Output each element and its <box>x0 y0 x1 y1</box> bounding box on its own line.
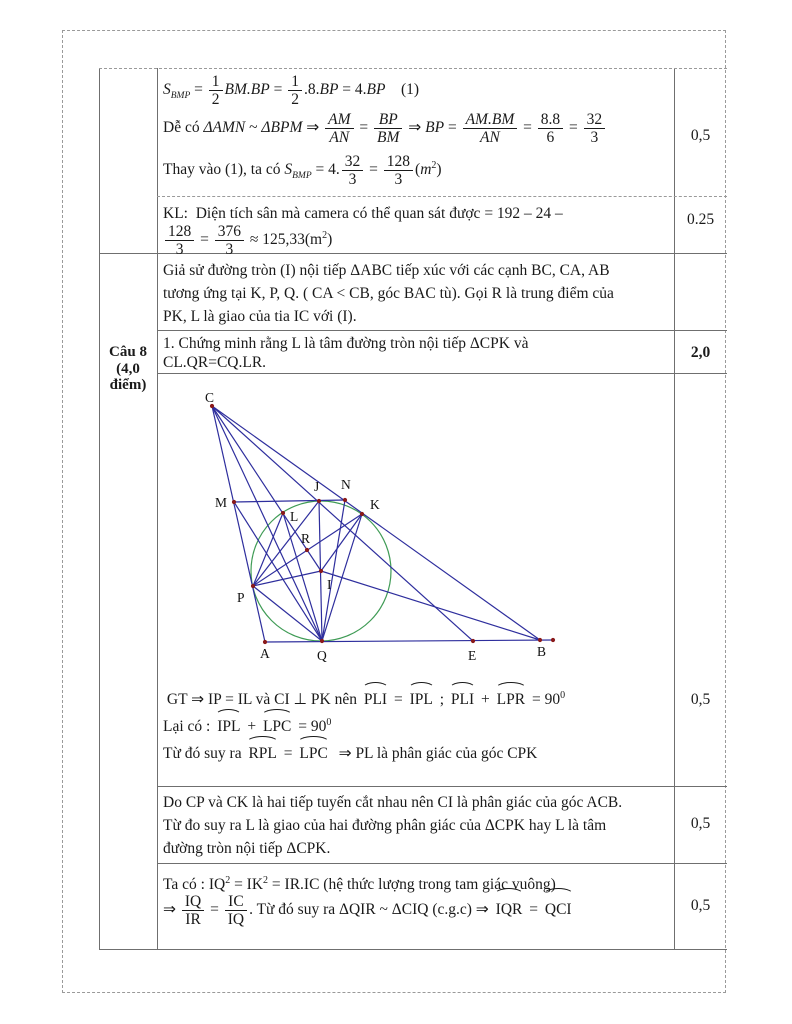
point-M <box>232 500 236 504</box>
segment-C-Q <box>212 406 322 641</box>
row-divider-5 <box>157 786 727 787</box>
score-value: 0,5 <box>690 815 711 832</box>
row-divider-1 <box>157 196 727 197</box>
solution-line: Từ đo suy ra L là giao của hai đường phân giác của ΔCPK hay L là tâm <box>163 817 607 834</box>
point-label-P: P <box>237 590 245 605</box>
point-I <box>319 569 323 573</box>
row-divider-4 <box>157 373 727 374</box>
solution-line: $S_{BMP}$ = $\frac{1}{2}$ BM.BP = $\frac{1}{2}$ .8.BP = 4.BP (1) <box>163 72 420 108</box>
solution-line: KL: Diện tích sân mà camera có thể quan sát được = 192 – 24 – <box>163 205 563 222</box>
solution-line: $\frac{128}{3}$ = $\frac{376}{3}$ ≈ $125,33(m^2)$ <box>163 218 671 258</box>
solution-line: Lại có : IPL + LPC = $90^0$ <box>163 709 671 740</box>
segment-C-I <box>212 406 321 571</box>
solution-line: Ta có : $IQ^2 = IK^2 = IR.IC$ (hệ thức lượng trong tam giác vuông) <box>163 875 556 894</box>
table-border-bottom <box>99 949 727 950</box>
point-E <box>471 639 475 643</box>
solution-line: Giả sử đường tròn (I) nội tiếp ΔABC tiếp xúc với các cạnh BC, CA, AB <box>163 262 610 279</box>
point-label-R: R <box>301 531 311 546</box>
point-label-A: A <box>260 646 270 661</box>
point-label-I: I <box>327 577 332 592</box>
point-J <box>317 499 321 503</box>
question-label-line: điểm) <box>109 377 147 393</box>
segment-C-A <box>212 406 265 642</box>
point-label-K: K <box>370 497 380 512</box>
point-N <box>343 498 347 502</box>
segment-P-L <box>253 513 283 586</box>
solution-line: 1. Chứng minh rằng L là tâm đường tròn nội tiếp ΔCPK và <box>163 335 529 352</box>
segment-C-B <box>212 406 540 640</box>
row-divider-3 <box>157 330 727 331</box>
score-value: 0,5 <box>690 897 711 914</box>
solution-line: tương ứng tại K, P, Q. ( CA < CB, góc BAC tù). Gọi R là trung điểm của <box>163 285 614 302</box>
solution-line: GT ⇒ IP = IL và CI ⊥ PK nên PLI = IPL ; PLI + LPR = $90^0$ <box>163 682 671 713</box>
point-B2 <box>551 638 555 642</box>
point-R <box>305 548 309 552</box>
solution-line: Thay vào (1), ta có $S_{BMP} = 4$. $\frac{32}{3}$ = $\frac{128}{3}$ $(m^2)$ <box>163 152 442 189</box>
table-border-top <box>99 68 727 69</box>
point-L <box>281 511 285 515</box>
solution-line: đường tròn nội tiếp ΔCPK. <box>163 840 331 857</box>
solution-line: Do CP và CK là hai tiếp tuyến cắt nhau nên CI là phân giác của góc ACB. <box>163 794 623 811</box>
point-label-B: B <box>537 644 547 659</box>
point-P <box>251 584 255 588</box>
segment-I-B <box>321 571 540 640</box>
question-label-line: (4,0 <box>116 360 140 377</box>
point-label-C: C <box>205 390 215 405</box>
geometry-diagram <box>165 390 585 668</box>
segment-C-E <box>212 406 473 641</box>
point-label-M: M <box>215 495 228 510</box>
segment-Q-N <box>322 500 345 641</box>
point-A <box>263 640 267 644</box>
score-value: 2,0 <box>690 344 711 361</box>
question-label-line: Câu 8 <box>109 344 147 360</box>
point-K <box>360 512 364 516</box>
table-border-left <box>99 68 100 949</box>
question-label <box>99 344 157 394</box>
point-label-E: E <box>468 648 477 663</box>
segment-Q-M <box>234 502 322 641</box>
solution-line: PK, L là giao của tia IC với (I). <box>163 308 357 325</box>
row-divider-6 <box>157 863 727 864</box>
point-B <box>538 638 542 642</box>
solution-line: ⇒ $\frac{IQ}{IR}$ = $\frac{IC}{IQ}$ . Từ đó suy ra ΔQIR ~ ΔCIQ (c.g.c) ⇒ IQR = QCI <box>163 888 671 928</box>
point-label-Q: Q <box>317 648 327 663</box>
solution-line: CL.QR=CQ.LR. <box>163 354 267 371</box>
point-Q <box>320 639 324 643</box>
score-value: 0,5 <box>690 691 711 708</box>
point-label-L: L <box>290 509 299 524</box>
score-value: 0,5 <box>690 127 711 144</box>
solution-line: Từ đó suy ra RPL = LPC ⇒ PL là phân giác của góc CPK <box>163 736 671 767</box>
point-label-N: N <box>341 477 351 492</box>
solution-line: Dễ có ΔAMN ~ ΔBPM ⇒ $\frac{AM}{AN}$ = $\frac{BP}{BM}$ ⇒ BP = $\frac{AM.BM}{AN}$ = $\frac{8.8}{6}$ = $\frac{32}{3}$ <box>163 110 671 146</box>
table-border-label-col <box>157 68 158 949</box>
point-label-J: J <box>314 479 320 494</box>
score-value: 0.25 <box>686 211 715 228</box>
